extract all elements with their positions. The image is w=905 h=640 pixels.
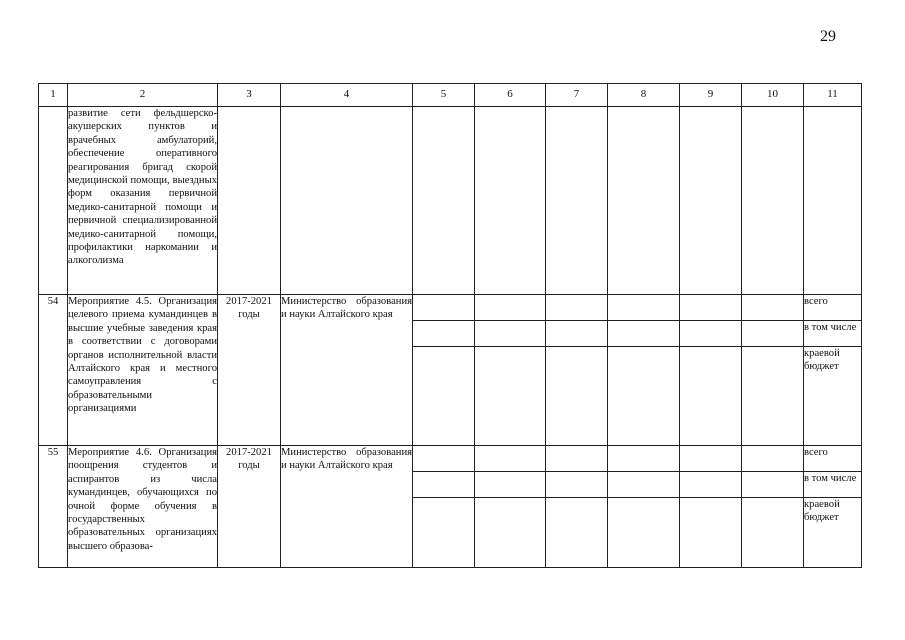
- cell-6: [475, 472, 546, 498]
- col-header-1: 1: [39, 84, 68, 107]
- cell-5: [413, 107, 475, 295]
- row-number: 55: [39, 446, 68, 568]
- funding-regional-budget: краевой бюджет: [804, 498, 862, 568]
- cell-8: [608, 446, 680, 472]
- cell-9: [680, 446, 742, 472]
- header-row: [39, 84, 862, 107]
- funding-total: всего: [804, 446, 862, 472]
- row-description: развитие сети фельдшерско-акушерских пунктов и врачебных амбулаторий, обеспечение оперативного реагирования бригад скорой медицинской помощи, выездных форм оказания первичной медико-санитарной помощи и первичной специализированной медико-санитарной помощи, профилактики наркомании и алкоголизма: [68, 107, 218, 295]
- cell-6: [475, 347, 546, 446]
- funding-including: в том числе: [804, 472, 862, 498]
- col-header-8: 8: [608, 84, 680, 107]
- cell-10: [742, 321, 804, 347]
- col-header-3: 3: [218, 84, 281, 107]
- cell-8: [608, 107, 680, 295]
- col-header-5: 5: [413, 84, 475, 107]
- cell-9: [680, 295, 742, 321]
- row-period: [218, 107, 281, 295]
- col-header-10: 10: [742, 84, 804, 107]
- cell-10: [742, 498, 804, 568]
- cell-6: [475, 498, 546, 568]
- cell-9: [680, 347, 742, 446]
- cell-10: [742, 295, 804, 321]
- cell-8: [608, 347, 680, 446]
- cell-8: [608, 498, 680, 568]
- cell-6: [475, 446, 546, 472]
- cell-7: [546, 446, 608, 472]
- funding-regional-budget: краевой бюджет: [804, 347, 862, 446]
- cell-9: [680, 321, 742, 347]
- col-header-6: 6: [475, 84, 546, 107]
- cell-7: [546, 107, 608, 295]
- cell-5: [413, 472, 475, 498]
- row-number: 54: [39, 295, 68, 446]
- cell-7: [546, 498, 608, 568]
- row-number: [39, 107, 68, 295]
- col-header-11: 11: [804, 84, 862, 107]
- cell-9: [680, 498, 742, 568]
- cell-5: [413, 347, 475, 446]
- cell-7: [546, 321, 608, 347]
- row-executor: [281, 107, 413, 295]
- cell-8: [608, 472, 680, 498]
- cell-10: [742, 347, 804, 446]
- cell-10: [742, 472, 804, 498]
- cell-7: [546, 347, 608, 446]
- program-table: [38, 83, 862, 568]
- col-header-4: 4: [281, 84, 413, 107]
- cell-8: [608, 295, 680, 321]
- col-header-2: 2: [68, 84, 218, 107]
- cell-5: [413, 295, 475, 321]
- cell-7: [546, 472, 608, 498]
- cell-8: [608, 321, 680, 347]
- cell-6: [475, 295, 546, 321]
- cell-5: [413, 321, 475, 347]
- cell-6: [475, 107, 546, 295]
- table-row: [39, 446, 862, 472]
- cell-5: [413, 498, 475, 568]
- col-header-9: 9: [680, 84, 742, 107]
- cell-7: [546, 295, 608, 321]
- cell-6: [475, 321, 546, 347]
- funding-total: всего: [804, 295, 862, 321]
- cell-10: [742, 446, 804, 472]
- row-period: 2017-2021 годы: [218, 446, 281, 568]
- cell-9: [680, 472, 742, 498]
- col-header-7: 7: [546, 84, 608, 107]
- cell-10: [742, 107, 804, 295]
- row-executor: Министерство образования и науки Алтайского края: [281, 446, 413, 568]
- row-description: Мероприятие 4.6. Организация поощрения студентов и аспирантов из числа кумандинцев, обучающихся по очной форме обучения в государственных образовательных организациях высшего образова-: [68, 446, 218, 568]
- funding-including: в том числе: [804, 321, 862, 347]
- row-period: 2017-2021 годы: [218, 295, 281, 446]
- row-description: Мероприятие 4.5. Организация целевого приема кумандинцев в высшие учебные заведения края в соответствии с договорами органов исполнительной власти Алтайского края и местного самоуправления с образовательными организациями: [68, 295, 218, 446]
- table-row: [39, 107, 862, 295]
- cell-9: [680, 107, 742, 295]
- table-row: [39, 295, 862, 321]
- page-number: 29: [820, 28, 836, 45]
- cell-5: [413, 446, 475, 472]
- cell-11: [804, 107, 862, 295]
- row-executor: Министерство образования и науки Алтайского края: [281, 295, 413, 446]
